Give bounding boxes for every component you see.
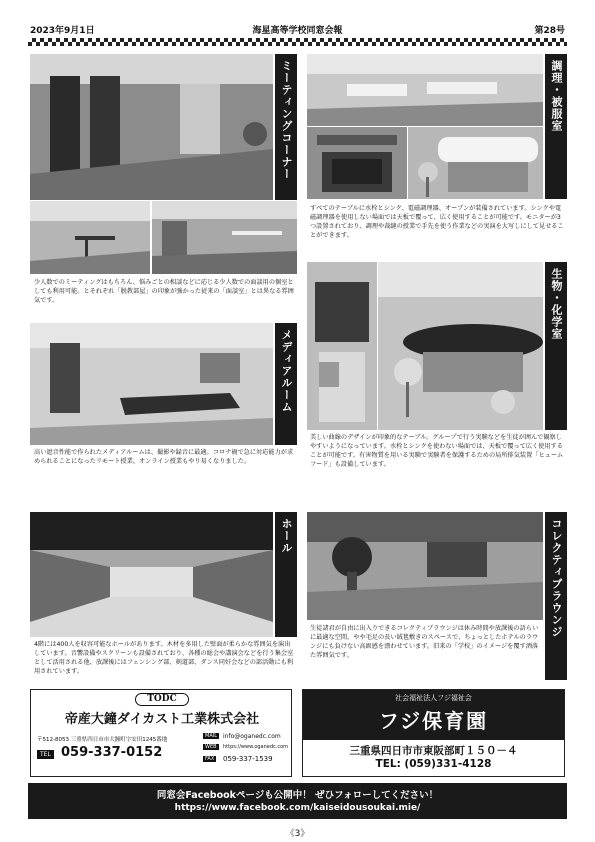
newsletter-title: 海星高等学校同窓会報 — [252, 26, 343, 36]
issue-date: 2023年9月1日 — [30, 26, 95, 36]
todc-tel: 059-337-0152 — [61, 745, 163, 760]
cooking-label: 調理・被服室 — [545, 54, 567, 199]
science-photo-hood — [307, 262, 377, 430]
todc-mail-label: MAIL — [205, 733, 217, 739]
meeting-caption: 少人数でのミーティングはもちろん、悩みごとの相談などに応じる少人数での面談用の個室としても利用可能。とそれぞれ「脱教部屋」の印象が強かった従来の「面談室」とは異なる雰囲気です。 — [34, 279, 294, 304]
fuji-org-name: 社会福祉法人フジ福祉会 — [395, 694, 472, 702]
todc-address: 〒512-8053 三重県四日市市大鐘町字安田1245番地 — [37, 737, 168, 743]
fuji-address: 三重県四日市市東阪部町１５０－４ — [349, 745, 518, 757]
lounge-label: コレクティブラウンジ — [545, 512, 567, 680]
todc-fax: 059-337-1539 — [223, 755, 273, 763]
media-label: メディアルーム — [275, 323, 297, 445]
cooking-photo-oven — [307, 127, 407, 199]
meeting-photo-sub2 — [152, 201, 297, 274]
facebook-url[interactable]: https://www.facebook.com/kaiseidousoukai.mie/ — [174, 803, 421, 813]
page-number: 《3》 — [285, 829, 310, 839]
media-photo — [30, 323, 273, 445]
todc-mail: info@oganedc.com — [223, 733, 281, 740]
fuji-banner — [303, 690, 564, 740]
todc-tel-label: TEL — [37, 750, 54, 759]
hall-label: ホール — [275, 512, 297, 637]
hall-photo — [30, 512, 273, 637]
media-caption: 高い遮音性能で作られたメディアルームは、撮影や録音に最適。コロナ禍で急に対応能力が求められることになったリモート授業、オンライン授業もやり易くなりました。 — [34, 449, 294, 465]
issue-number: 第28号 — [534, 26, 565, 36]
todc-fax-label: FAX — [205, 756, 215, 762]
meeting-label: ミーティングコーナー — [275, 54, 297, 200]
todc-ad — [30, 689, 292, 777]
todc-company-name: 帝産大鐘ダイカスト工業株式会社 — [64, 712, 260, 727]
meeting-photo-sub1 — [30, 201, 150, 274]
science-caption: 美しい曲線のデザインが印象的なテーブル。グループで行う実験などを生徒が囲んで観察しやすいようになっています。水栓とシンクを使わない場面では、天板で覆って広く使用することが可能です。有害物質を用いる実験で実験者を保護するための局所排気装置「ヒュームフード」も設備しています。 — [310, 434, 564, 468]
meeting-photo-main — [30, 54, 273, 200]
hall-caption: 4階には400人を収容可能なホールがあります。木材を多用した壁面が柔らかな雰囲気を演出しています。音響設備やスクリーンも設備されており、各種の総会や講演会などを行う集会室として活用される他、放課後にはフェンシング部、剣道部、ダンス同好会などの部活動にも利用されています。 — [34, 641, 294, 675]
cooking-photo-table — [408, 127, 543, 199]
checker-divider — [28, 38, 567, 46]
lounge-photo — [307, 512, 543, 620]
todc-web-label: WEB — [205, 744, 217, 750]
cooking-photo-top — [307, 54, 543, 126]
lounge-caption: 生徒諸君が自由に出入りできるコレクティブラウンジは休み時間や放課後の語らいに最適な空間。やや毛足の長い絨毯敷きのスペースで、ちょっとしたホテルのラウンジにも負けない高級感を漂わせています。旧来の「学校」のイメージを覆す洒落た雰囲気です。 — [310, 625, 539, 659]
cooking-caption: すべてのテーブルに水栓とシンク、電磁調理器、オーブンが装備されています。シンクや電磁調理器を使用しない場面では天板で覆って、広く使用することが可能です。モニターが3つ設置されており、調理や裁縫の授業で手先を使う作業などの実演を大写しにして見せることができます。 — [310, 205, 564, 239]
facebook-banner — [28, 783, 567, 819]
facebook-message: 同窓会Facebookページも公開中！ ぜひフォローしてください！ — [156, 790, 439, 801]
fuji-nursery-name: フジ保育園 — [378, 709, 489, 733]
todc-web: https://www.oganedc.com — [223, 744, 289, 750]
science-label: 生物・化学室 — [545, 262, 567, 430]
fuji-tel: TEL: (059)331-4128 — [375, 758, 492, 770]
science-photo-table — [378, 262, 543, 430]
page-header — [30, 23, 565, 37]
fuji-ad — [302, 689, 565, 777]
todc-logo: TODC — [135, 693, 189, 706]
